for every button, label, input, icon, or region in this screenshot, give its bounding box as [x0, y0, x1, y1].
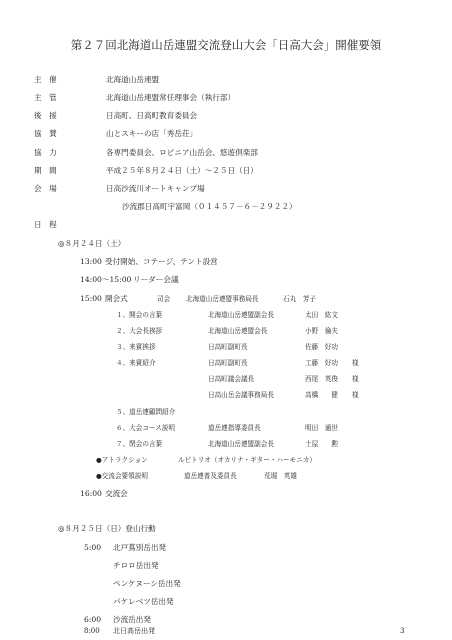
ceremony-org: 北海道山岳連盟副会長 [208, 311, 274, 319]
ceremony-org: 日高町議会議長 [208, 375, 255, 383]
schedule-text: 交流会 [105, 489, 128, 498]
schedule-time: 8:00 [84, 627, 100, 635]
mc-name: 石丸 芳子 [283, 295, 316, 303]
ceremony-honorific: 様 [352, 391, 359, 399]
mc-role: 司会 [157, 295, 171, 303]
ceremony-name: 西尾 英俊 [305, 375, 338, 383]
award-org: 道岳連普及委員長 [184, 472, 237, 480]
schedule-text: 北戸蔦別岳出発 [113, 543, 167, 552]
ceremony-org: 道岳連指導委員長 [208, 424, 261, 432]
info-value: 平成２５年８月２４日（土）～２５日（日） [106, 166, 258, 175]
schedule-text: 沙流岳出発 [113, 615, 151, 624]
schedule-text: ペンケヌーシ岳出発 [113, 579, 181, 588]
ceremony-org: 北海道山岳連盟会長 [208, 327, 268, 335]
ceremony-honorific: 様 [352, 359, 359, 367]
schedule-time: 14:00～15:00 [80, 275, 132, 284]
info-label: 後 援 [34, 111, 57, 120]
ceremony-org: 日高町副町長 [208, 359, 248, 367]
page-number: 3 [400, 627, 405, 635]
award-label: ●交流会要領説明 [96, 472, 148, 480]
ceremony-name: 土屋 勲 [305, 440, 338, 448]
day2-heading: ◎８月２５日（日）登山行動 [58, 524, 156, 533]
attraction-text: ルピトリオ（オカリナ・ギター・ハーモニカ） [178, 456, 317, 464]
info-value: 各専門委員会、ロピニア山岳会、悠遊倶楽部 [106, 148, 258, 157]
venue-address: 沙流郡日高町宇富岡（０１４５７－６－２９２２） [122, 202, 297, 211]
info-label: 会 場 [34, 184, 57, 193]
ceremony-item: ７、閉会の言葉 [116, 440, 163, 448]
ceremony-item: ４、来賓紹介 [116, 359, 156, 367]
schedule-time: 6:00 [84, 615, 102, 624]
schedule-text: チロロ岳出発 [113, 561, 159, 570]
schedule-text: 北日高岳出発 [113, 627, 155, 635]
schedule-text: リーダー会議 [133, 275, 179, 284]
ceremony-item: ３、来賓挨拶 [116, 343, 156, 351]
info-value: 北海道山岳連盟常任理事会（執行部） [106, 93, 236, 102]
ceremony-name: 太田 紘文 [305, 311, 338, 319]
schedule-time: 5:00 [84, 543, 102, 552]
info-value: 北海道山岳連盟 [106, 75, 160, 84]
schedule-time: 15:00 [80, 294, 102, 303]
schedule-time: 13:00 [80, 257, 102, 266]
ceremony-name: 佐藤 好功 [305, 343, 338, 351]
ceremony-name: 明田 通世 [305, 424, 338, 432]
ceremony-honorific: 様 [352, 375, 359, 383]
ceremony-org: 北海道山岳連盟副会長 [208, 440, 274, 448]
schedule-time: 16:00 [80, 489, 102, 498]
day1-heading: ◎８月２４日（土） [58, 239, 126, 248]
info-value: 山とスキーの店「秀岳荘」 [106, 129, 198, 138]
award-name: 荒堀 英雄 [264, 472, 297, 480]
info-label: 主 管 [34, 93, 57, 102]
ceremony-item: ６、大会コース説明 [116, 424, 176, 432]
attraction-label: ●アトラクション [96, 456, 148, 464]
info-label: 主 催 [34, 75, 57, 84]
ceremony-name: 小野 倫夫 [305, 327, 338, 335]
document-title: 第２７回北海道山岳連盟交流登山大会「日高大会」開催要領 [70, 38, 382, 52]
info-label: 期 間 [34, 166, 57, 175]
ceremony-org: 日高山岳会議事務局長 [208, 391, 274, 399]
info-label: 協 力 [34, 148, 57, 157]
ceremony-name: 高橋 健 [305, 391, 338, 399]
ceremony-item: ５、道岳連顧問紹介 [116, 408, 176, 416]
ceremony-name: 工藤 好功 [305, 359, 338, 367]
info-label: 協 賛 [34, 129, 57, 138]
schedule-label: 日 程 [34, 220, 57, 229]
mc-org: 北海道山岳連盟事務局長 [186, 295, 259, 303]
ceremony-org: 日高町副町長 [208, 343, 248, 351]
info-value: 日高町、日高町教育委員会 [106, 111, 198, 120]
schedule-text: 受付開始、コテージ、テント設営 [105, 257, 218, 266]
schedule-text: パケレベツ岳出発 [113, 597, 174, 606]
info-value: 日高沙流川オートキャンプ場 [106, 184, 205, 193]
ceremony-item: １、開会の言葉 [116, 311, 163, 319]
schedule-text: 開会式 [105, 294, 128, 303]
ceremony-item: ２、大会長挨拶 [116, 327, 163, 335]
